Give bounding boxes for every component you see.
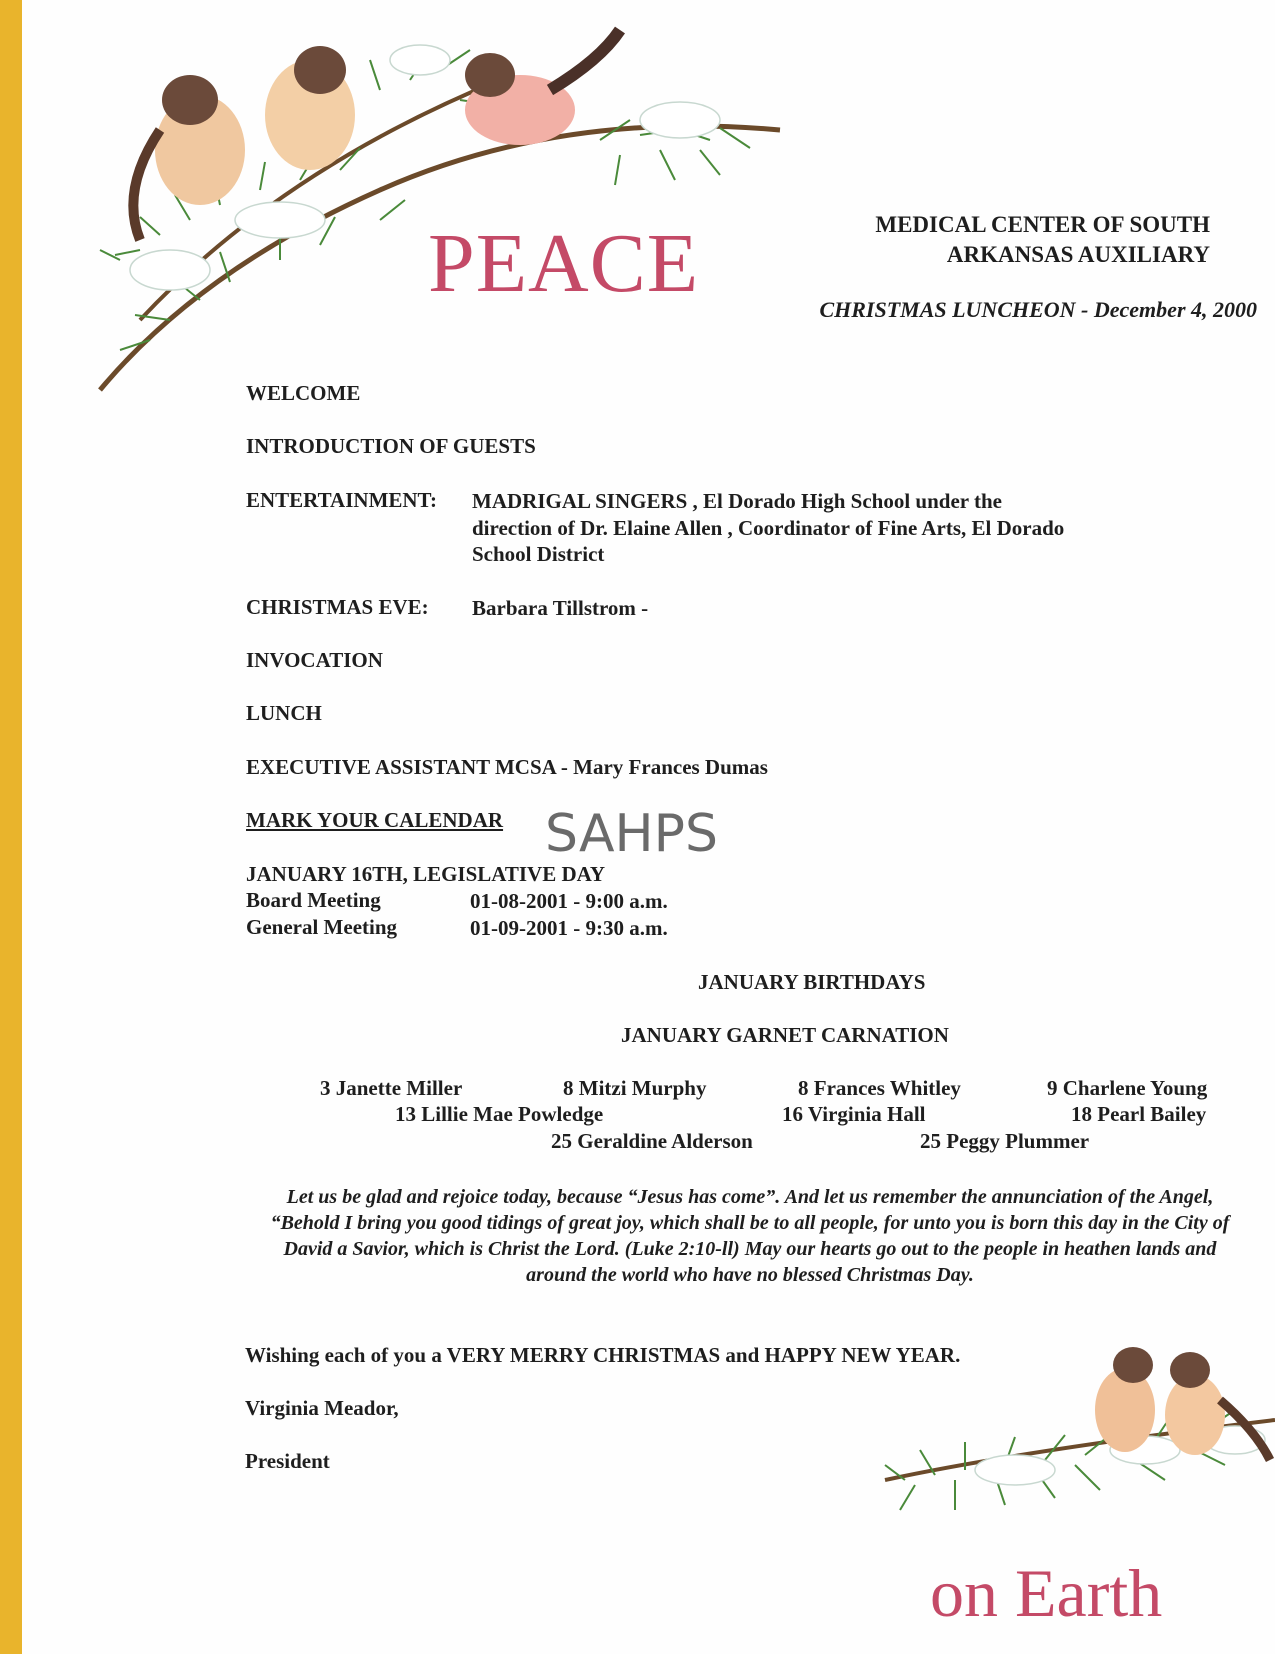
entertainment-line-3: School District <box>472 542 605 566</box>
entertainment-line-2: direction of Dr. Elaine Allen , Coordinator of Fine Arts, El Dorado <box>472 516 1065 540</box>
on-earth-title: on Earth <box>930 1555 1163 1631</box>
birthday-entry: 13 Lillie Mae Powledge <box>395 1102 604 1126</box>
program-invocation: INVOCATION <box>246 648 383 672</box>
birds-pine-illustration-bottom <box>875 1330 1275 1560</box>
program-lunch: LUNCH <box>246 701 322 725</box>
general-meeting-value: 01-09-2001 - 9:30 a.m. <box>470 916 668 940</box>
program-executive: EXECUTIVE ASSISTANT MCSA - Mary Frances Dumas <box>246 755 768 779</box>
birthday-entry: 8 Frances Whitley <box>798 1076 961 1100</box>
signature-title: President <box>245 1449 330 1473</box>
birthday-entry: 25 Peggy Plummer <box>920 1129 1090 1153</box>
birthday-entry: 3 Janette Miller <box>320 1076 463 1100</box>
sahps-watermark: SAHPS <box>545 804 719 864</box>
birthdays-subheading: JANUARY GARNET CARNATION <box>621 1023 949 1047</box>
entertainment-line-1: MADRIGAL SINGERS , El Dorado High School under the <box>472 489 1002 513</box>
calendar-heading: MARK YOUR CALENDAR <box>246 808 504 832</box>
page-edge-stripe <box>0 0 22 1654</box>
general-meeting-label: General Meeting <box>246 915 398 939</box>
program-introduction: INTRODUCTION OF GUESTS <box>246 434 536 458</box>
christmas-eve-label: CHRISTMAS EVE: <box>246 595 429 619</box>
birthday-entry: 25 Geraldine Alderson <box>551 1129 753 1153</box>
birthday-entry: 18 Pearl Bailey <box>1071 1102 1207 1126</box>
organization-name <box>875 210 1210 270</box>
entertainment-label: ENTERTAINMENT: <box>246 488 437 512</box>
org-line-2: ARKANSAS AUXILIARY <box>946 242 1210 267</box>
birthday-entry: 9 Charlene Young <box>1047 1076 1208 1100</box>
birthday-entry: 16 Virginia Hall <box>782 1102 926 1126</box>
legislative-day: JANUARY 16TH, LEGISLATIVE DAY <box>246 862 606 886</box>
org-line-1: MEDICAL CENTER OF SOUTH <box>875 212 1210 237</box>
program-welcome: WELCOME <box>246 381 361 405</box>
birthdays-heading: JANUARY BIRTHDAYS <box>698 970 926 994</box>
signature-name: Virginia Meador, <box>245 1396 399 1420</box>
closing-wishes: Wishing each of you a VERY MERRY CHRISTMAS and HAPPY NEW YEAR. <box>245 1343 961 1367</box>
board-meeting-label: Board Meeting <box>246 888 381 912</box>
board-meeting-value: 01-08-2001 - 9:00 a.m. <box>470 889 668 913</box>
event-title: CHRISTMAS LUNCHEON - December 4, 2000 <box>819 297 1257 322</box>
scripture-verse: Let us be glad and rejoice today, because “Jesus has come”. And let us remember the annunciation of the Angel, “Behold I bring you good tidings of great joy, which shall be to all people, for unto you is born this day in the City of David a Savior, which is Christ the Lord. (Luke 2:10-ll) May our hearts go out to the people in heathen lands and around the world who have no blessed Christmas Day. <box>270 1186 1230 1286</box>
peace-title: PEACE <box>428 217 700 310</box>
birthday-entry: 8 Mitzi Murphy <box>563 1076 707 1100</box>
christmas-eve-value: Barbara Tillstrom - <box>472 596 649 620</box>
